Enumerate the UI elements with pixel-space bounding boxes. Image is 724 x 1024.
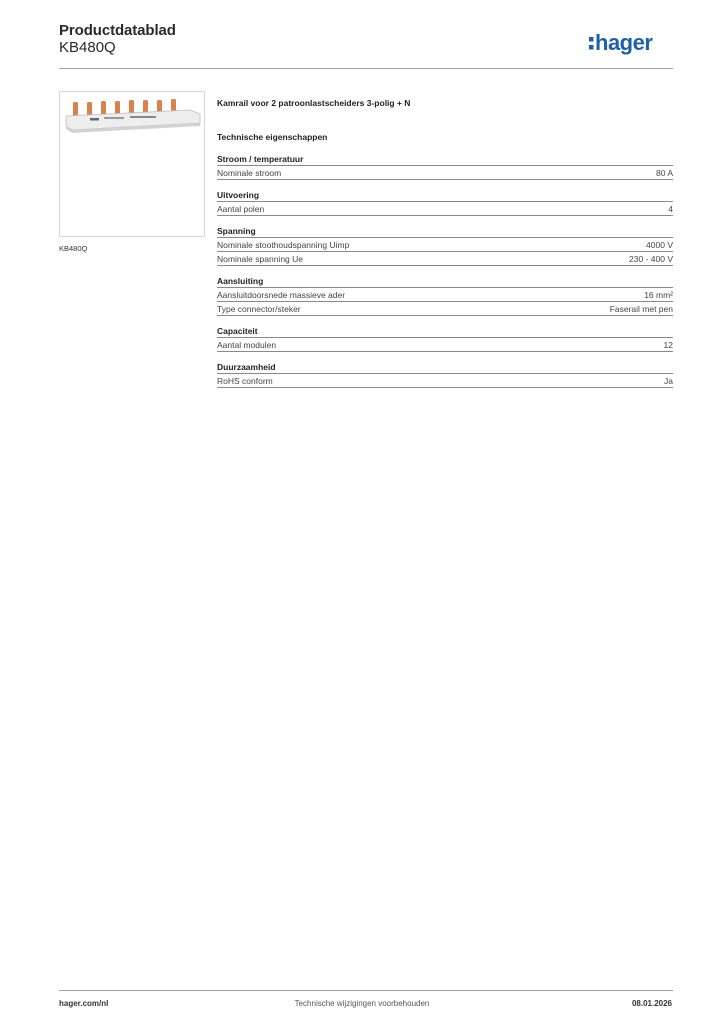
spec-value: 80 A xyxy=(655,167,673,178)
spec-row xyxy=(217,288,673,302)
group-title: Duurzaamheid xyxy=(217,361,673,374)
spec-group-duurzaamheid xyxy=(217,361,673,388)
header-divider xyxy=(59,68,673,69)
group-title: Stroom / temperatuur xyxy=(217,153,673,166)
footer-website-link[interactable]: hager.com/nl xyxy=(59,999,109,1008)
document-title: Productdatablad xyxy=(59,22,176,39)
spec-label: Nominale stoothoudspanning Uimp xyxy=(217,239,350,250)
spec-label: Nominale stroom xyxy=(217,167,282,178)
product-code: KB480Q xyxy=(59,39,116,56)
spec-label: Type connector/steker xyxy=(217,303,301,314)
spec-label: RoHS conform xyxy=(217,375,273,386)
group-title: Uitvoering xyxy=(217,189,673,202)
group-title: Capaciteit xyxy=(217,325,673,338)
group-title: Aansluiting xyxy=(217,275,673,288)
spec-group-uitvoering xyxy=(217,189,673,216)
image-caption: KB480Q xyxy=(59,244,88,253)
spec-label: Aansluitdoorsnede massieve ader xyxy=(217,289,346,300)
spec-value: 4000 V xyxy=(646,239,673,250)
spec-row xyxy=(217,202,673,216)
spec-group-capaciteit xyxy=(217,325,673,352)
busbar-product-image xyxy=(60,92,206,238)
spec-row xyxy=(217,374,673,388)
spec-value: Faserail met pen xyxy=(609,303,673,314)
logo-text: hager xyxy=(595,30,653,55)
spec-row xyxy=(217,252,673,266)
spec-group-stroom xyxy=(217,153,673,180)
spec-value: 4 xyxy=(668,203,673,214)
spec-value: 16 mm² xyxy=(644,289,673,300)
footer-notice: Technische wijzigingen voorbehouden xyxy=(294,999,430,1008)
spec-group-aansluiting xyxy=(217,275,673,316)
spec-value: 12 xyxy=(663,339,673,350)
spec-row xyxy=(217,166,673,180)
spec-value: 230 - 400 V xyxy=(629,253,673,264)
product-image xyxy=(59,91,205,237)
spec-label: Aantal modulen xyxy=(217,339,277,350)
spec-label: Aantal polen xyxy=(217,203,265,214)
spec-group-spanning xyxy=(217,225,673,266)
spec-row xyxy=(217,238,673,252)
section-title: Technische eigenschappen xyxy=(217,132,328,142)
spec-row xyxy=(217,302,673,316)
footer-date: 08.01.2026 xyxy=(631,999,672,1008)
specification-table xyxy=(217,96,673,388)
spec-row xyxy=(217,338,673,352)
spec-value: Ja xyxy=(664,375,673,386)
hager-logo xyxy=(587,28,677,58)
product-description: Kamrail voor 2 patroonlastscheiders 3-polig + N xyxy=(217,98,411,108)
group-title: Spanning xyxy=(217,225,673,238)
footer-divider xyxy=(59,990,673,991)
spec-label: Nominale spanning Ue xyxy=(217,253,303,264)
